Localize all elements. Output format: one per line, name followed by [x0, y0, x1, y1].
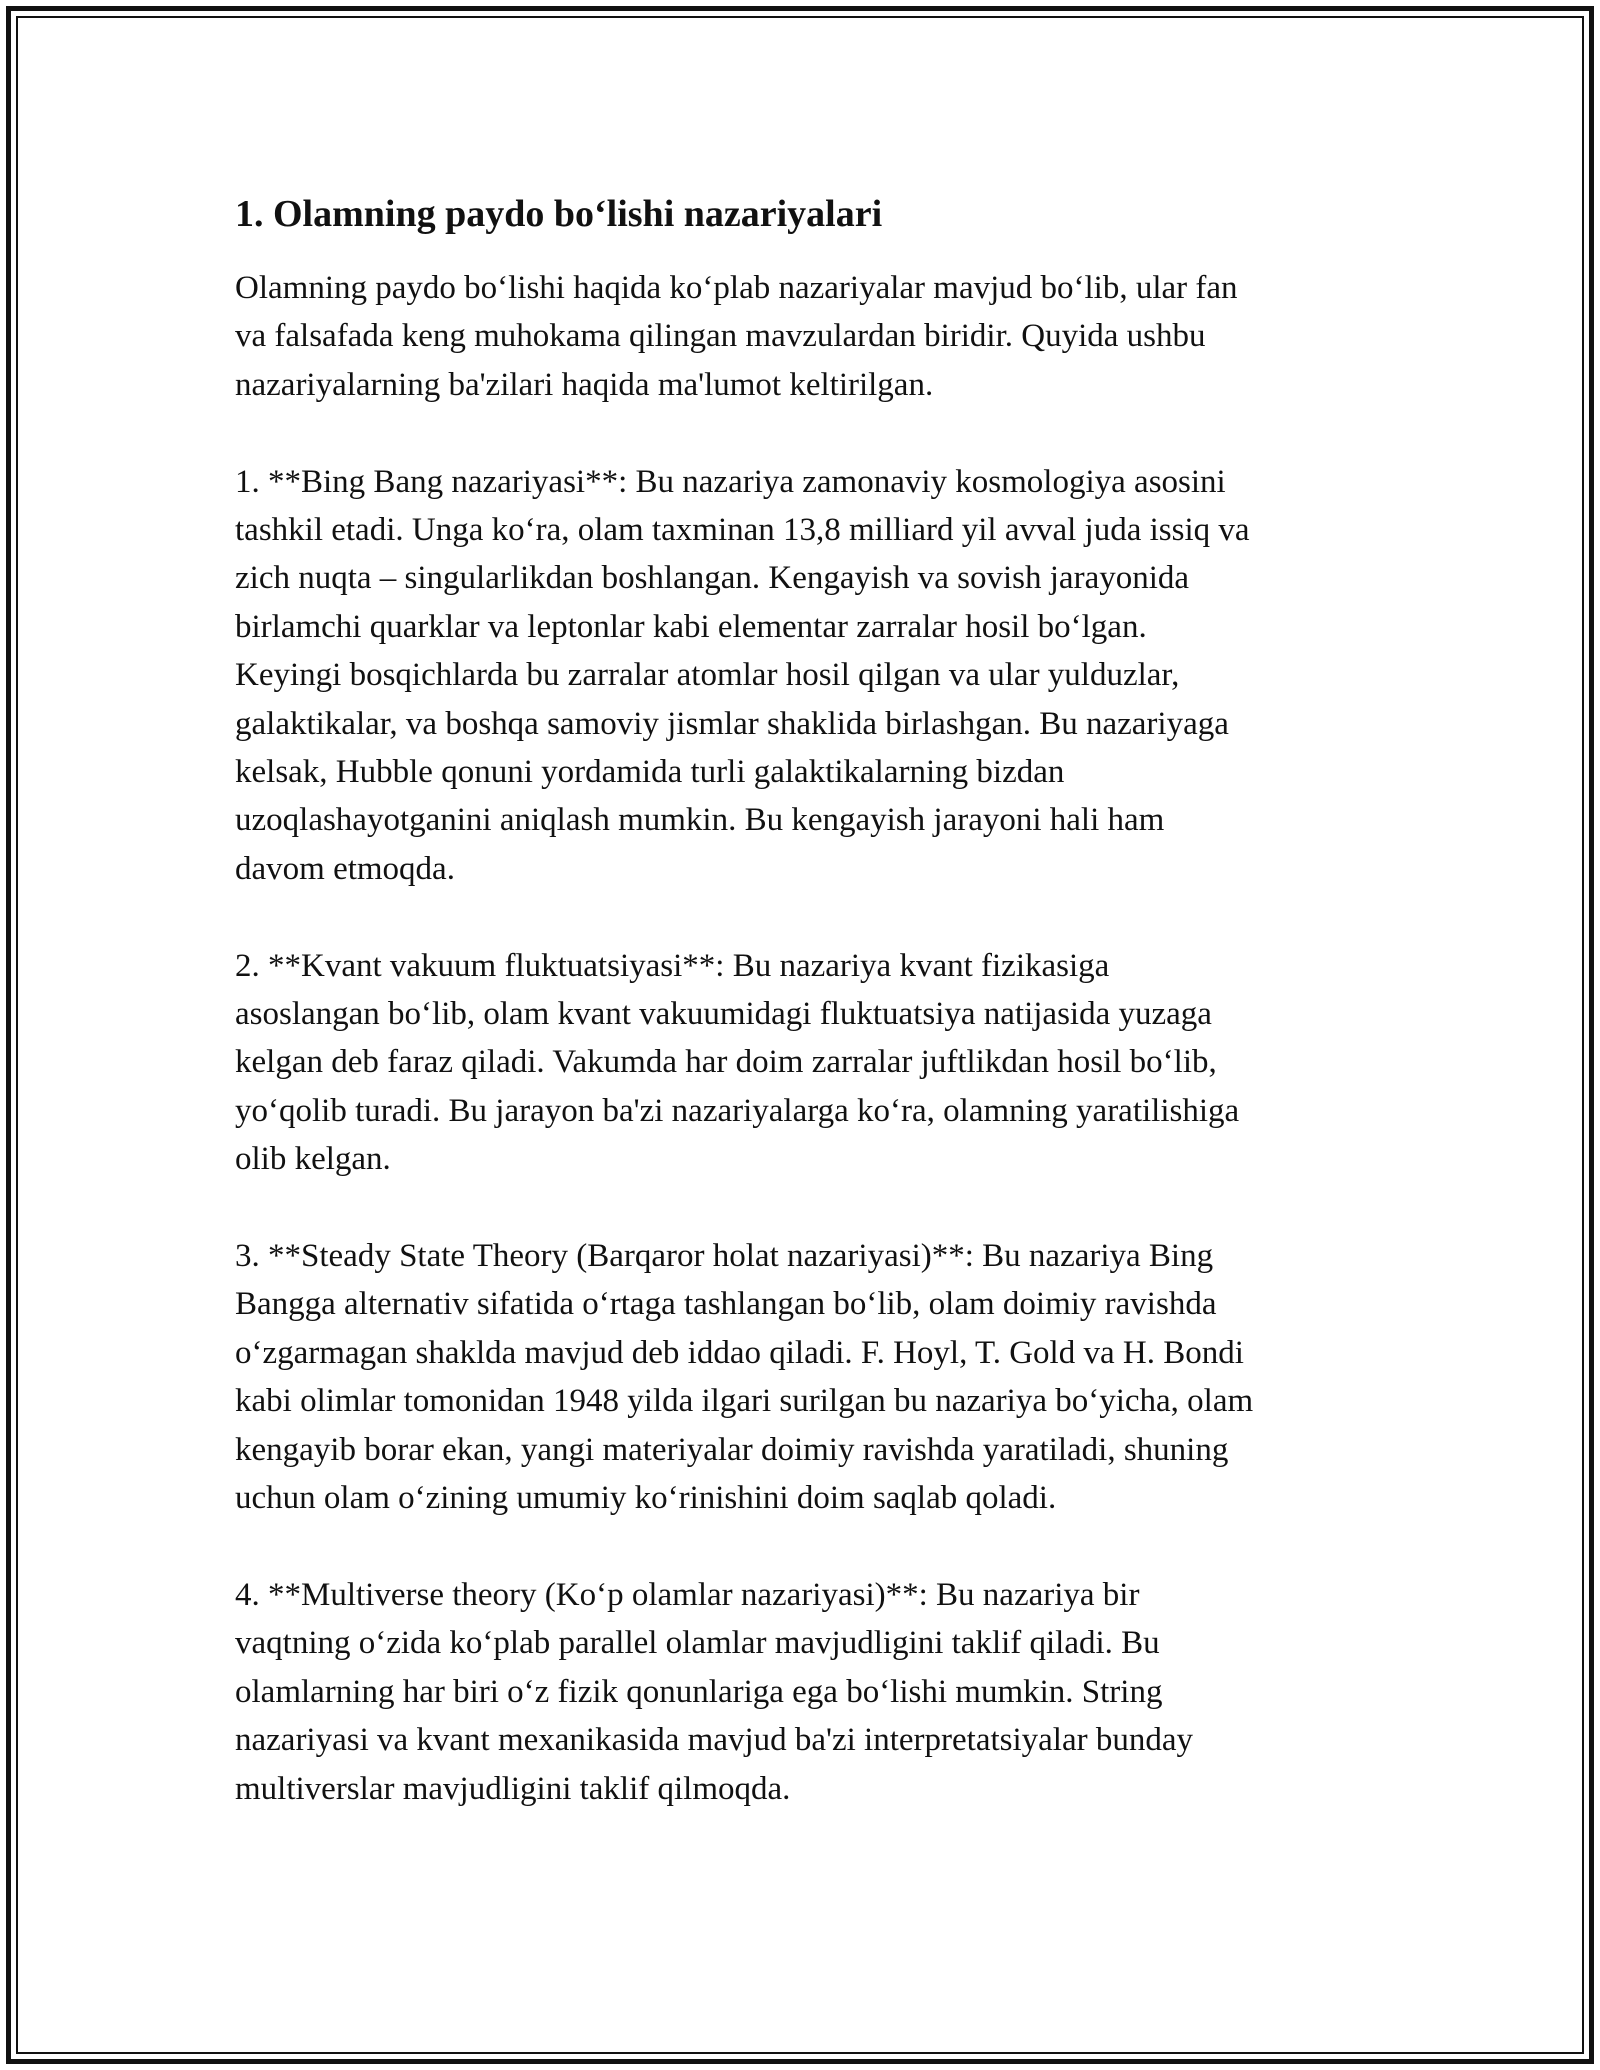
text-line: asoslangan bo‘lib, olam kvant vakuumidagi fluktuatsiya natijasida yuzaga: [235, 996, 1212, 1033]
text-line: nazariyasi va kvant mexanikasida mavjud ba'zi interpretatsiyalar bunday: [235, 1722, 1193, 1759]
theory-paragraph-quantum-vacuum: [235, 942, 1375, 1184]
text-line: kengayib borar ekan, yangi materiyalar doimiy ravishda yaratiladi, shuning: [235, 1431, 1229, 1468]
text-line: kelgan deb faraz qiladi. Vakumda har doim zarralar juftlikdan hosil bo‘lib,: [235, 1044, 1217, 1081]
document-body: [235, 186, 1375, 1813]
text-line: galaktikalar, va boshqa samoviy jismlar shaklida birlashgan. Bu nazariyaga: [235, 705, 1229, 742]
text-line: birlamchi quarklar va leptonlar kabi elementar zarralar hosil bo‘lgan.: [235, 608, 1147, 645]
text-line: nazariyalarning ba'zilari haqida ma'lumot keltirilgan.: [235, 366, 934, 403]
theory-paragraph-big-bang: [235, 458, 1375, 894]
text-line: olib kelgan.: [235, 1141, 391, 1178]
text-line: vaqtning o‘zida ko‘plab parallel olamlar mavjudligini taklif qiladi. Bu: [235, 1625, 1160, 1662]
text-line: kelsak, Hubble qonuni yordamida turli galaktikalarning bizdan: [235, 754, 1065, 791]
intro-paragraph: [235, 264, 1375, 409]
text-line: Olamning paydo bo‘lishi haqida ko‘plab nazariyalar mavjud bo‘lib, ular fan: [235, 270, 1238, 306]
text-line: davom etmoqda.: [235, 850, 455, 887]
text-line: 2. **Kvant vakuum fluktuatsiyasi**: Bu nazariya kvant fizikasiga: [235, 947, 1110, 984]
text-line: zich nuqta – singularlikdan boshlangan. Kengayish va sovish jarayonida: [235, 560, 1190, 597]
document-title: 1. Olamning paydo bo‘lishi nazariyalari: [235, 193, 883, 235]
text-line: kabi olimlar tomonidan 1948 yilda ilgari surilgan bu nazariya bo‘yicha, olam: [235, 1383, 1254, 1420]
text-line: o‘zgarmagan shaklda mavjud deb iddao qiladi. F. Hoyl, T. Gold va H. Bondi: [235, 1334, 1244, 1371]
text-line: uzoqlashayotganini aniqlash mumkin. Bu kengayish jarayoni hali ham: [235, 802, 1165, 839]
text-line: 1. **Bing Bang nazariyasi**: Bu nazariya zamonaviy kosmologiya asosini: [235, 463, 1226, 500]
text-line: 3. **Steady State Theory (Barqaror holat nazariyasi)**: Bu nazariya Bing: [235, 1238, 1214, 1275]
text-line: Bangga alternativ sifatida o‘rtaga tashlangan bo‘lib, olam doimiy ravishda: [235, 1286, 1217, 1323]
text-line: Keyingi bosqichlarda bu zarralar atomlar hosil qilgan va ular yulduzlar,: [235, 657, 1180, 694]
text-line: 4. **Multiverse theory (Ko‘p olamlar nazariyasi)**: Bu nazariya bir: [235, 1576, 1140, 1613]
text-line: yo‘qolib turadi. Bu jarayon ba'zi nazariyalarga ko‘ra, olamning yaratilishiga: [235, 1092, 1240, 1129]
text-line: tashkil etadi. Unga ko‘ra, olam taxminan 13,8 milliard yil avval juda issiq va: [235, 512, 1250, 549]
text-line: olamlarning har biri o‘z fizik qonunlariga ega bo‘lishi mumkin. String: [235, 1673, 1163, 1710]
text-line: uchun olam o‘zining umumiy ko‘rinishini doim saqlab qoladi.: [235, 1480, 1057, 1517]
theory-paragraph-multiverse: [235, 1571, 1375, 1813]
theory-paragraph-steady-state: [235, 1232, 1375, 1522]
text-line: multiverslar mavjudligini taklif qilmoqda.: [235, 1770, 791, 1807]
text-line: va falsafada keng muhokama qilingan mavzulardan biridir. Quyida ushbu: [235, 318, 1206, 355]
